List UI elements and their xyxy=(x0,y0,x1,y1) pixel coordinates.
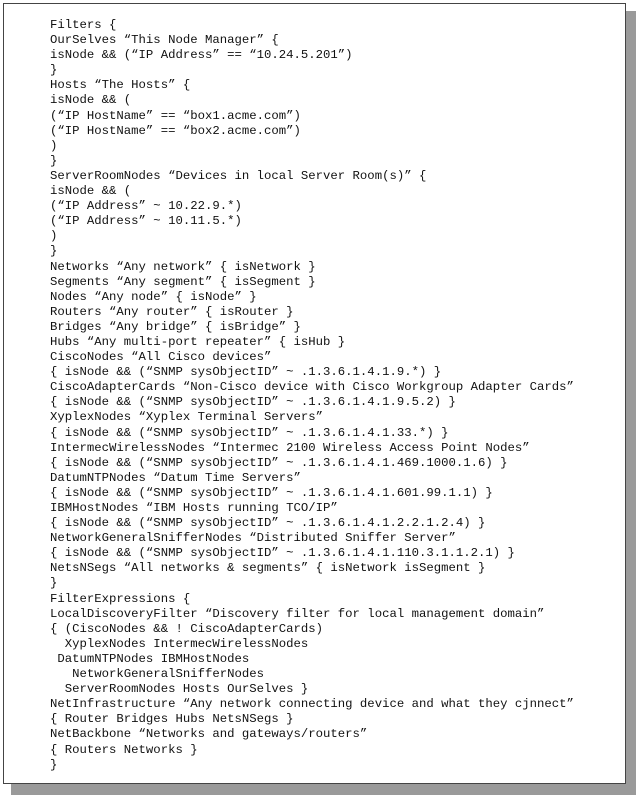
code-line: ) xyxy=(50,229,58,244)
code-line: { isNode && (“SNMP sysObjectID” ~ .1.3.6.1.4.1.2.2.1.2.4) } xyxy=(50,516,486,531)
code-line: isNode && ( xyxy=(50,184,132,199)
code-line: XyplexNodes “Xyplex Terminal Servers” xyxy=(50,410,324,425)
code-line: CiscoAdapterCards “Non-Cisco device with Cisco Workgroup Adapter Cards” xyxy=(50,380,574,395)
code-line: (“IP HostName” == “box2.acme.com”) xyxy=(50,123,301,138)
code-line: ServerRoomNodes Hosts OurSelves } xyxy=(50,682,309,697)
code-line: isNode && (“IP Address” == “10.24.5.201”) xyxy=(50,48,353,63)
code-line: Routers “Any router” { isRouter } xyxy=(50,304,294,319)
code-line: { isNode && (“SNMP sysObjectID” ~ .1.3.6.1.4.1.469.1000.1.6) } xyxy=(50,455,508,470)
code-line: NetsNSegs “All networks & segments” { isNetwork isSegment } xyxy=(50,561,486,576)
code-line: } xyxy=(50,63,58,78)
code-line: NetBackbone “Networks and gateways/routers” xyxy=(50,727,368,742)
code-line: } xyxy=(50,757,58,772)
code-line: { isNode && (“SNMP sysObjectID” ~ .1.3.6.1.4.1.9.5.2) } xyxy=(50,395,456,410)
code-line: (“IP HostName” == “box1.acme.com”) xyxy=(50,108,301,123)
code-line: IBMHostNodes “IBM Hosts running TCO/IP” xyxy=(50,501,338,515)
code-line: { isNode && (“SNMP sysObjectID” ~ .1.3.6.1.4.1.9.*) } xyxy=(50,365,442,380)
code-line: { (CiscoNodes && ! CiscoAdapterCards) xyxy=(50,621,324,636)
code-line: ) xyxy=(50,138,58,153)
code-line: { isNode && (“SNMP sysObjectID” ~ .1.3.6.1.4.1.33.*) } xyxy=(50,425,449,440)
code-line: CiscoNodes “All Cisco devices” xyxy=(50,350,272,365)
code-line: isNode && ( xyxy=(50,93,132,108)
document-page xyxy=(3,3,626,784)
code-line: (“IP Address” ~ 10.22.9.*) xyxy=(50,199,242,214)
code-line: NetInfrastructure “Any network connecting device and what they cjnnect” xyxy=(50,697,574,712)
code-line: { Routers Networks } xyxy=(50,742,198,757)
code-line: Filters { xyxy=(50,18,117,32)
code-line: ServerRoomNodes “Devices in local Server Room(s)” { xyxy=(50,168,427,183)
code-line: IntermecWirelessNodes “Intermec 2100 Wireless Access Point Nodes” xyxy=(50,440,530,455)
code-line: FilterExpressions { xyxy=(50,591,191,606)
code-line: DatumNTPNodes IBMHostNodes xyxy=(50,651,250,666)
code-line: OurSelves “This Node Manager” { xyxy=(50,33,279,48)
code-line: Hosts “The Hosts” { xyxy=(50,78,191,93)
code-listing xyxy=(50,18,574,773)
code-line: Bridges “Any bridge” { isBridge” } xyxy=(50,319,301,334)
code-line: Segments “Any segment” { isSegment } xyxy=(50,274,316,289)
code-line: { Router Bridges Hubs NetsNSegs } xyxy=(50,712,294,727)
code-line: Networks “Any network” { isNetwork } xyxy=(50,259,316,274)
code-line: { isNode && (“SNMP sysObjectID” ~ .1.3.6.1.4.1.110.3.1.1.2.1) } xyxy=(50,546,515,561)
code-line: LocalDiscoveryFilter “Discovery filter for local management domain” xyxy=(50,606,545,621)
code-line: } xyxy=(50,244,58,259)
code-line: Nodes “Any node” { isNode” } xyxy=(50,289,257,304)
code-line: Hubs “Any multi-port repeater” { isHub } xyxy=(50,334,346,349)
code-line: XyplexNodes IntermecWirelessNodes xyxy=(50,636,309,651)
code-line: (“IP Address” ~ 10.11.5.*) xyxy=(50,214,242,229)
code-line: NetworkGeneralSnifferNodes xyxy=(50,667,265,682)
code-line: } xyxy=(50,153,58,168)
code-line: { isNode && (“SNMP sysObjectID” ~ .1.3.6.1.4.1.601.99.1.1) } xyxy=(50,485,493,500)
code-line: } xyxy=(50,576,58,591)
code-line: DatumNTPNodes “Datum Time Servers” xyxy=(50,470,301,485)
code-line: NetworkGeneralSnifferNodes “Distributed Sniffer Server” xyxy=(50,531,456,546)
